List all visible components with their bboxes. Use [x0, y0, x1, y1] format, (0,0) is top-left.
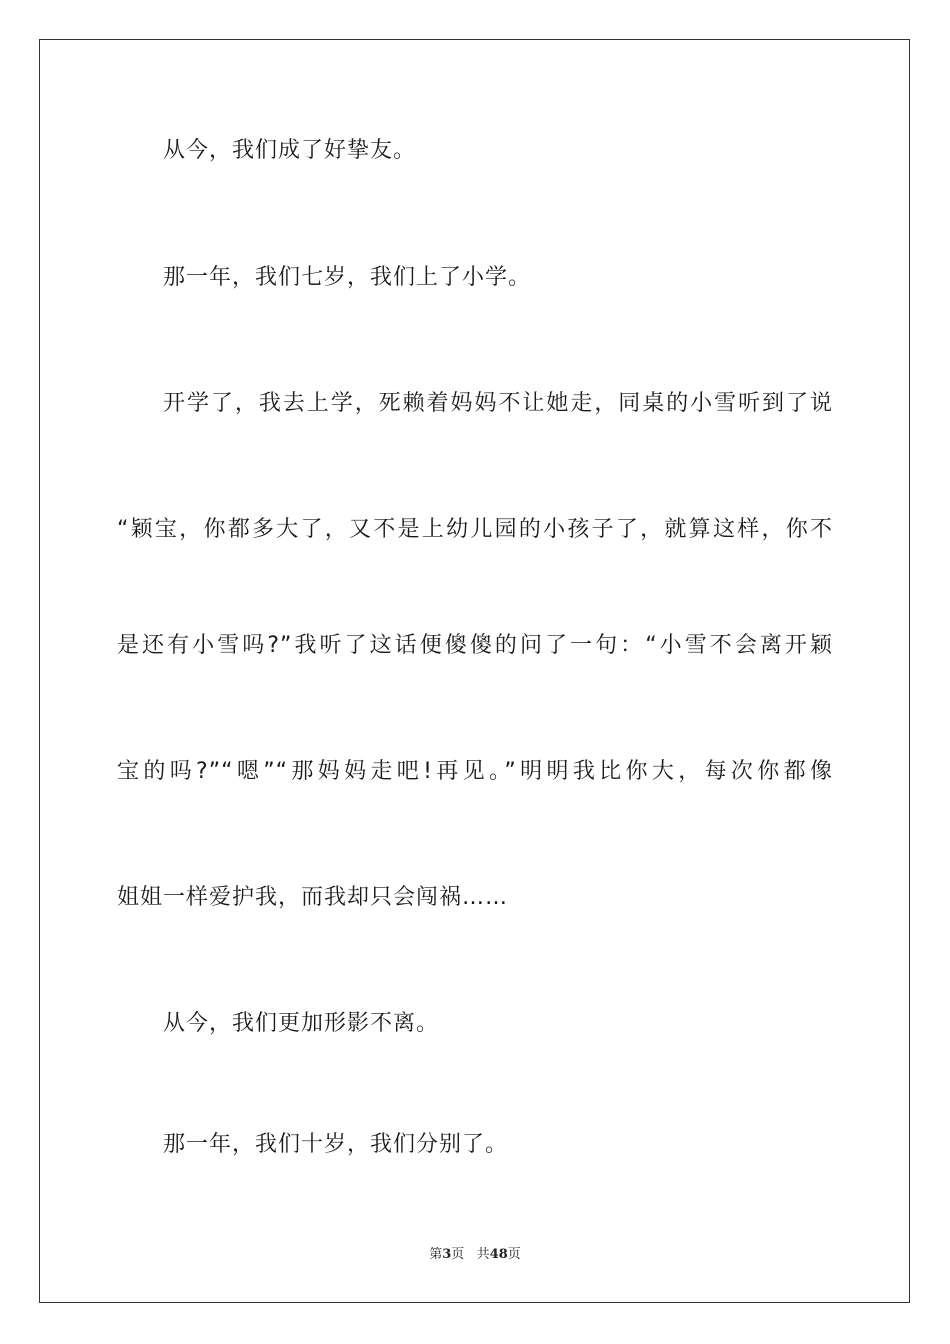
footer-total-prefix: 共	[476, 1247, 490, 1262]
footer-total-unit: 页	[507, 1247, 521, 1262]
footer-page-unit: 页	[451, 1247, 465, 1262]
paragraph-line-3: 开学了，我去上学，死赖着妈妈不让她走，同桌的小雪听到了说	[163, 391, 833, 416]
paragraph-line-7: 姐姐一样爱护我，而我却只会闯祸……	[117, 885, 509, 910]
footer-total-pages: 48	[489, 1247, 508, 1262]
page-footer	[0, 1246, 950, 1264]
paragraph-line-2: 那一年，我们七岁，我们上了小学。	[163, 265, 532, 290]
paragraph-line-6: 宝的吗?”“嗯”“那妈妈走吧!再见。”明明我比你大，每次你都像	[117, 759, 833, 784]
footer-current-page: 3	[442, 1247, 452, 1262]
paragraph-line-5: 是还有小雪吗?”我听了这话便傻傻的问了一句：“小雪不会离开颖	[117, 633, 833, 658]
footer-prefix: 第	[429, 1247, 443, 1262]
paragraph-line-4: “颖宝，你都多大了，又不是上幼儿园的小孩子了，就算这样，你不	[117, 517, 833, 542]
paragraph-line-9: 那一年，我们十岁，我们分别了。	[163, 1132, 509, 1157]
paragraph-line-1: 从今，我们成了好挚友。	[163, 138, 417, 163]
page-frame	[39, 39, 910, 1303]
paragraph-line-8: 从今，我们更加形影不离。	[163, 1011, 440, 1036]
